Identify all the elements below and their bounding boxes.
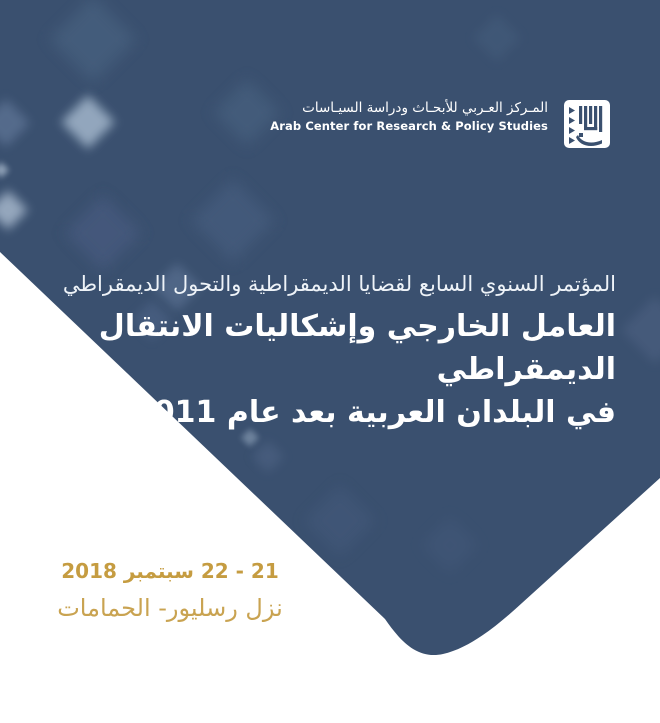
header-brand-text <box>270 99 548 135</box>
conference-title <box>40 305 616 434</box>
event-venue: نزل رسليور- الحمامات <box>57 594 283 622</box>
event-dates: 21 - 22 سبتمبر 2018 <box>61 559 279 583</box>
brand-name-english: Arab Center for Research & Policy Studies <box>270 119 548 133</box>
conference-title-line-1: العامل الخارجي وإشكاليات الانتقال الديمقراطي <box>98 309 616 387</box>
arab-center-logo-icon <box>564 100 610 148</box>
title-block <box>40 268 616 434</box>
brand-name-arabic: المـركز العـربي للأبحـاث ودراسة السيـاسات <box>302 100 548 116</box>
conference-series-line: المؤتمر السنوي السابع لقضايا الديمقراطية والتحول الديمقراطي <box>62 272 616 296</box>
event-details <box>18 556 322 627</box>
conference-title-line-2: في البلدان العربية بعد عام 2011 <box>132 395 616 430</box>
